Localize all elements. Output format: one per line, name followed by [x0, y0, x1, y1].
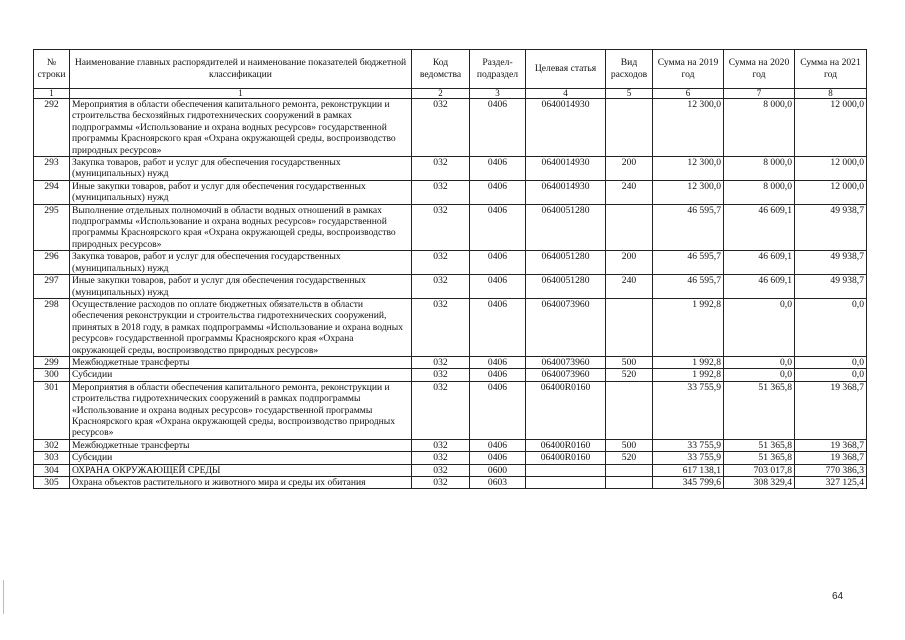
row-sum-2020: 703 017,8	[724, 464, 795, 476]
row-target-article	[526, 464, 606, 476]
table-row	[34, 381, 867, 439]
row-sum-2021: 49 938,7	[795, 275, 867, 299]
row-sum-2020: 8 000,0	[724, 180, 795, 204]
column-number: 1	[70, 89, 412, 99]
row-sum-2021: 12 000,0	[795, 180, 867, 204]
row-sum-2020: 8 000,0	[724, 157, 795, 181]
header-sum-2019: Сумма на 2019 год	[653, 50, 724, 89]
row-number: 294	[34, 180, 70, 204]
row-number: 304	[34, 464, 70, 476]
row-department-code: 032	[412, 369, 470, 381]
row-sum-2021: 0,0	[795, 369, 867, 381]
row-sum-2020: 51 365,8	[724, 452, 795, 464]
row-sum-2019: 1 992,8	[653, 356, 724, 368]
row-department-code: 032	[412, 439, 470, 451]
row-name: Межбюджетные трансферты	[70, 439, 412, 451]
row-sum-2021: 19 368,7	[795, 381, 867, 439]
row-expense-type	[606, 477, 653, 489]
row-sum-2020: 308 329,4	[724, 477, 795, 489]
table-row	[34, 99, 867, 157]
row-sum-2019: 1 992,8	[653, 298, 724, 356]
page-number: 64	[832, 591, 844, 602]
row-section: 0406	[470, 452, 526, 464]
row-name: Закупка товаров, работ и услуг для обеспечения государственных (муниципальных) нужд	[70, 157, 412, 181]
row-name: Субсидии	[70, 369, 412, 381]
row-section: 0406	[470, 157, 526, 181]
row-target-article: 0640073960	[526, 356, 606, 368]
header-name: Наименование главных распорядителей и наименование показателей бюджетной классификации	[70, 50, 412, 89]
row-target-article: 0640014930	[526, 157, 606, 181]
row-number: 302	[34, 439, 70, 451]
column-numbering-row	[34, 89, 867, 99]
row-department-code: 032	[412, 157, 470, 181]
row-sum-2021: 0,0	[795, 298, 867, 356]
row-expense-type: 240	[606, 275, 653, 299]
row-sum-2021: 49 938,7	[795, 204, 867, 251]
row-section: 0406	[470, 381, 526, 439]
row-department-code: 032	[412, 452, 470, 464]
row-section: 0406	[470, 356, 526, 368]
column-number: 7	[724, 89, 795, 99]
header-row-number: № строки	[34, 50, 70, 89]
column-number: 5	[606, 89, 653, 99]
row-section: 0406	[470, 439, 526, 451]
row-sum-2020: 0,0	[724, 298, 795, 356]
row-sum-2019: 617 138,1	[653, 464, 724, 476]
page-edge-line	[3, 580, 4, 614]
row-number: 295	[34, 204, 70, 251]
table-row	[34, 464, 867, 476]
row-sum-2019: 33 755,9	[653, 439, 724, 451]
row-sum-2021: 12 000,0	[795, 99, 867, 157]
row-number: 299	[34, 356, 70, 368]
row-section: 0406	[470, 369, 526, 381]
row-sum-2021: 19 368,7	[795, 452, 867, 464]
row-target-article	[526, 477, 606, 489]
row-sum-2019: 345 799,6	[653, 477, 724, 489]
table-row	[34, 251, 867, 275]
row-sum-2019: 46 595,7	[653, 251, 724, 275]
row-department-code: 032	[412, 275, 470, 299]
row-target-article: 0640073960	[526, 369, 606, 381]
row-section: 0406	[470, 99, 526, 157]
row-name: Закупка товаров, работ и услуг для обеспечения государственных (муниципальных) нужд	[70, 251, 412, 275]
row-target-article: 06400R0160	[526, 381, 606, 439]
row-sum-2019: 12 300,0	[653, 157, 724, 181]
row-name: ОХРАНА ОКРУЖАЮЩЕЙ СРЕДЫ	[70, 464, 412, 476]
row-sum-2019: 1 992,8	[653, 369, 724, 381]
row-department-code: 032	[412, 356, 470, 368]
table-row	[34, 477, 867, 489]
row-name: Мероприятия в области обеспечения капитального ремонта, реконструкции и строительства гидротехнических сооружений в рамках подпрограммы «Использование и охрана водных ресурсов» государственной программы Красноярского края «Охрана окружающей среды, воспроизводство природных ресурсов»	[70, 381, 412, 439]
row-sum-2020: 46 609,1	[724, 251, 795, 275]
row-department-code: 032	[412, 99, 470, 157]
row-name: Межбюджетные трансферты	[70, 356, 412, 368]
row-expense-type: 200	[606, 251, 653, 275]
header-section: Раздел-подраздел	[470, 50, 526, 89]
row-name: Иные закупки товаров, работ и услуг для обеспечения государственных (муниципальных) нужд	[70, 275, 412, 299]
column-number: 1	[34, 89, 70, 99]
column-number: 6	[653, 89, 724, 99]
row-expense-type: 240	[606, 180, 653, 204]
row-target-article: 06400R0160	[526, 439, 606, 451]
row-section: 0603	[470, 477, 526, 489]
row-target-article: 0640014930	[526, 180, 606, 204]
row-department-code: 032	[412, 477, 470, 489]
column-number: 8	[795, 89, 867, 99]
row-sum-2019: 12 300,0	[653, 99, 724, 157]
row-target-article: 0640073960	[526, 298, 606, 356]
column-number: 4	[526, 89, 606, 99]
table-row	[34, 356, 867, 368]
row-section: 0406	[470, 204, 526, 251]
row-department-code: 032	[412, 464, 470, 476]
row-target-article: 0640051280	[526, 251, 606, 275]
row-section: 0600	[470, 464, 526, 476]
row-expense-type: 520	[606, 369, 653, 381]
row-number: 300	[34, 369, 70, 381]
row-section: 0406	[470, 251, 526, 275]
row-expense-type	[606, 99, 653, 157]
row-section: 0406	[470, 275, 526, 299]
table-row	[34, 452, 867, 464]
row-sum-2021: 19 368,7	[795, 439, 867, 451]
row-sum-2019: 33 755,9	[653, 381, 724, 439]
row-name: Выполнение отдельных полномочий в области водных отношений в рамках подпрограммы «Использование и охрана водных ресурсов» государственной программы Красноярского края «Охрана окружающей среды, воспроизводство природных ресурсов»	[70, 204, 412, 251]
table-row	[34, 180, 867, 204]
row-expense-type: 500	[606, 439, 653, 451]
row-sum-2020: 46 609,1	[724, 204, 795, 251]
row-sum-2019: 46 595,7	[653, 275, 724, 299]
table-row	[34, 439, 867, 451]
table-row	[34, 275, 867, 299]
row-number: 297	[34, 275, 70, 299]
row-sum-2021: 770 386,3	[795, 464, 867, 476]
header-expense-type: Вид расходов	[606, 50, 653, 89]
table-row	[34, 298, 867, 356]
row-department-code: 032	[412, 381, 470, 439]
row-name: Мероприятия в области обеспечения капитального ремонта, реконструкции и строительства бесхозяйных гидротехнических сооружений в рамках подпрограммы «Использование и охрана водных ресурсов» государственной программы Красноярского края «Охрана окружающей среды, воспроизводство природных ресурсов»	[70, 99, 412, 157]
row-target-article: 06400R0160	[526, 452, 606, 464]
column-number: 2	[412, 89, 470, 99]
row-expense-type	[606, 204, 653, 251]
row-number: 292	[34, 99, 70, 157]
header-target-article: Целевая статья	[526, 50, 606, 89]
row-number: 293	[34, 157, 70, 181]
row-expense-type: 520	[606, 452, 653, 464]
row-sum-2019: 33 755,9	[653, 452, 724, 464]
row-sum-2020: 51 365,8	[724, 381, 795, 439]
row-name: Иные закупки товаров, работ и услуг для обеспечения государственных (муниципальных) нужд	[70, 180, 412, 204]
row-sum-2019: 12 300,0	[653, 180, 724, 204]
row-department-code: 032	[412, 180, 470, 204]
row-number: 303	[34, 452, 70, 464]
row-expense-type: 500	[606, 356, 653, 368]
row-target-article: 0640014930	[526, 99, 606, 157]
row-sum-2020: 46 609,1	[724, 275, 795, 299]
table-header-row	[34, 50, 867, 89]
row-sum-2019: 46 595,7	[653, 204, 724, 251]
row-sum-2020: 51 365,8	[724, 439, 795, 451]
row-sum-2020: 0,0	[724, 356, 795, 368]
row-name: Осуществление расходов по оплате бюджетных обязательств в области обеспечения реконструкции и строительства гидротехнических сооружений, принятых в 2018 году, в рамках подпрограммы «Использование и охрана водных ресурсов» государственной программы Красноярского края «Охрана окружающей среды, воспроизводство природных ресурсов»	[70, 298, 412, 356]
row-expense-type: 200	[606, 157, 653, 181]
row-number: 301	[34, 381, 70, 439]
row-sum-2021: 327 125,4	[795, 477, 867, 489]
row-number: 305	[34, 477, 70, 489]
header-department-code: Код ведомства	[412, 50, 470, 89]
row-expense-type	[606, 298, 653, 356]
row-sum-2020: 8 000,0	[724, 99, 795, 157]
table-row	[34, 157, 867, 181]
budget-table	[33, 49, 867, 489]
row-number: 298	[34, 298, 70, 356]
row-department-code: 032	[412, 298, 470, 356]
table-row	[34, 204, 867, 251]
row-department-code: 032	[412, 204, 470, 251]
row-sum-2021: 0,0	[795, 356, 867, 368]
row-name: Охрана объектов растительного и животного мира и среды их обитания	[70, 477, 412, 489]
header-sum-2021: Сумма на 2021 год	[795, 50, 867, 89]
row-expense-type	[606, 464, 653, 476]
table-row	[34, 369, 867, 381]
row-target-article: 0640051280	[526, 204, 606, 251]
row-section: 0406	[470, 298, 526, 356]
column-number: 3	[470, 89, 526, 99]
header-sum-2020: Сумма на 2020 год	[724, 50, 795, 89]
row-sum-2021: 12 000,0	[795, 157, 867, 181]
row-sum-2020: 0,0	[724, 369, 795, 381]
row-number: 296	[34, 251, 70, 275]
row-expense-type	[606, 381, 653, 439]
row-sum-2021: 49 938,7	[795, 251, 867, 275]
row-department-code: 032	[412, 251, 470, 275]
row-target-article: 0640051280	[526, 275, 606, 299]
row-name: Субсидии	[70, 452, 412, 464]
row-section: 0406	[470, 180, 526, 204]
